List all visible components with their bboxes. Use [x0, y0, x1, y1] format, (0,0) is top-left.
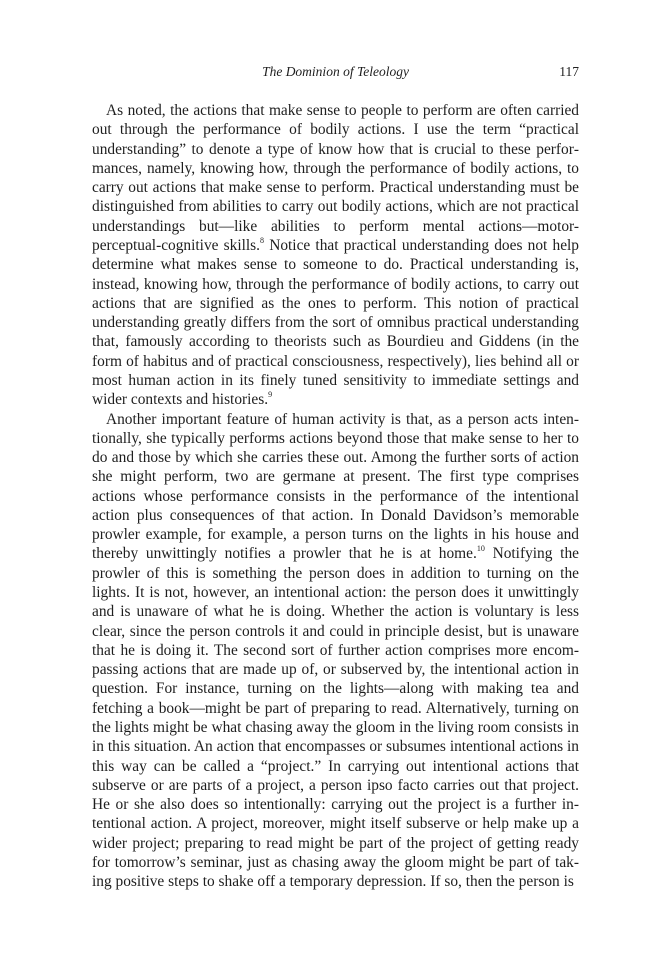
body-text — [92, 101, 579, 892]
paragraph-practical-understanding — [92, 101, 579, 410]
footnote-ref-10: 10 — [476, 544, 485, 554]
text-segment: Notifying the prowler of this is something the person does in addition to turning on the lights. It is not, however, an intentional action: the person does it unwittingly and is unaware of what he is doing. Whether the action is voluntary is less clear, since the person controls it and could in principle desist, but is unaware that he is doing it. The second sort of further action comprises more encompassing actions that are made up of, or subserved by, the intentional action in question. For instance, turning on the lights—along with making tea and fetching a book—might be part of preparing to read. Alternatively, turning on the lights might be what chasing away the gloom in the living room consists in in this situation. An action that encompasses or subsumes intentional actions in this way can be called a “project.” In carrying out intentional actions that subserve or are parts of a project, a person ipso facto carries out that project. He or she also does so intentionally: carrying out the project is a further intentional action. A project, moreover, might itself subserve or help make up a wider project; preparing to read might be part of the project of getting ready for tomorrow’s seminar, just as chasing away the gloom might be part of taking positive steps to shake off a temporary depression. If so, then the person is — [92, 545, 579, 891]
running-title: The Dominion of Teleology — [262, 64, 409, 79]
text-segment: Another important feature of human activity is that, as a person acts intentionally, she typically performs actions beyond those that make sense to her to do and those by which she carries these out. Among the further sorts of action she might perform, two are germane at present. The first type comprises actions whose performance consists in the performance of the intentional action plus consequences of that action. In Donald Davidson’s memorable prowler example, for example, a person turns on the lights in his house and thereby unwittingly notifies a prowler that he is at home. — [92, 410, 579, 563]
page-number: 117 — [559, 64, 579, 79]
paragraph-further-actions — [92, 410, 579, 892]
running-header — [92, 64, 579, 84]
footnote-ref-8: 8 — [260, 235, 265, 245]
footnote-ref-9: 9 — [268, 390, 273, 400]
text-segment: As noted, the actions that make sense to people to perform are often carried out through the performance of bodily actions. I use the term “practical understanding” to denote a type of know how that is crucial to these performances, namely, knowing how, through the performance of bodily actions, to carry out actions that make sense to perform. Practical understanding must be distinguished from abilities to carry out bodily actions, which are not practical understandings but—like abilities to perform mental actions—motor-perceptual-cognitive skills. — [92, 102, 579, 254]
text-segment: Notice that practical understanding does not help determine what makes sense to someone to do. Practical understanding is, instead, knowing how, through the performance of bodily actions, to carry out actions that are signified as the ones to perform. This notion of practical understanding greatly differs from the sort of omnibus practical understanding that, famously according to theorists such as Bourdieu and Giddens (in the form of habitus and of practical consciousness, respectively), lies behind all or most human action in its finely tuned sensitivity to immediate settings and wider contexts and histories. — [92, 236, 579, 409]
